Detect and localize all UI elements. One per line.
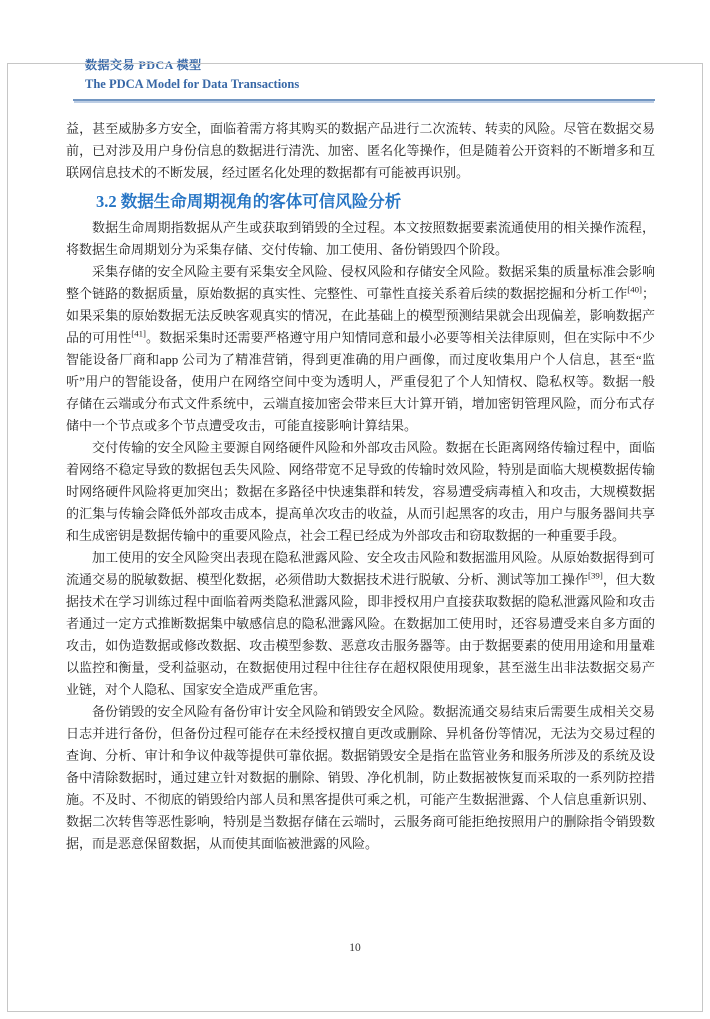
body-paragraph-collection-storage: 采集存储的安全风险主要有采集安全风险、侵权风险和存储安全风险。数据采集的质量标准会影响整个链路的数据质量，原始数据的真实性、完整性、可靠性直接关系着后续的数据挖掘和分析工作[40]；如果采集的原始数据无法反映客观真实的情况，在此基础上的模型预测结果就会出现偏差，影响数据产品的可用性[41]。数据采集时还需要严格遵守用户知情同意和最小必要等相关法律原则，但在实际中不少智能设备厂商和app 公司为了精准营销，得到更准确的用户画像，而过度收集用户个人信息，甚至“监听”用户的智能设备，使用户在网络空间中变为透明人，严重侵犯了个人知情权、隐私权等。数据一般存储在云端或分布式文件系统中，云端直接加密会带来巨大计算开销，增加密钥管理风险，而分布式存储中一个节点或多个节点遭受攻击，可能直接影响计算结果。 <box>66 264 655 433</box>
running-head <box>73 56 655 101</box>
running-head-title-zh: 数据交易 PDCA 模型 <box>85 58 202 72</box>
body-paragraph-lifecycle-overview: 数据生命周期指数据从产生或获取到销毁的全过程。本文按照数据要素流通使用的相关操作流程，将数据生命周期划分为采集存储、交付传输、加工使用、备份销毁四个阶段。 <box>66 220 655 257</box>
document-body <box>66 118 655 855</box>
running-head-title-en: The PDCA Model for Data Transactions <box>85 77 300 91</box>
page-number: 10 <box>349 942 361 954</box>
section-heading: 3.2 数据生命周期视角的客体可信风险分析 <box>96 192 402 211</box>
body-paragraph-backup-destruction: 备份销毁的安全风险有备份审计安全风险和销毁安全风险。数据流通交易结束后需要生成相关交易日志并进行备份，但备份过程可能存在未经授权擅自更改或删除、异机备份等情况，无法为交易过程的查询、分析、审计和争议仲裁等提供可靠依据。数据销毁安全是指在监管业务和服务所涉及的系统及设备中清除数据时，通过建立针对数据的删除、销毁、净化机制，防止数据被恢复而采取的一系列防控措施。不及时、不彻底的销毁给内部人员和黑客提供可乘之机，可能产生数据泄露、个人信息重新识别、数据二次转售等恶性影响，特别是当数据存储在云端时，云服务商可能拒绝按照用户的删除指令销毁数据，而是恶意保留数据，从而使其面临被泄露的风险。 <box>66 704 655 851</box>
body-paragraph-processing-use: 加工使用的安全风险突出表现在隐私泄露风险、安全攻击风险和数据滥用风险。从原始数据得到可流通交易的脱敏数据、模型化数据，必须借助大数据技术进行脱敏、分析、测试等加工操作[39]，但大数据技术在学习训练过程中面临着两类隐私泄露风险，即非授权用户直接获取数据的隐私泄露风险和攻击者通过一定方式推断数据集中敏感信息的隐私泄露风险。在数据加工使用时，还容易遭受来自多方面的攻击，如伪造数据或修改数据、攻击模型参数、恶意攻击服务器等。由于数据要素的使用用途和用量难以监控和衡量，受利益驱动，在数据使用过程中往往存在超权限使用现象，甚至滋生出非法数据交易产业链，对个人隐私、国家安全造成严重危害。 <box>66 550 655 697</box>
body-paragraph-continuation: 益，甚至威胁多方安全，面临着需方将其购买的数据产品进行二次流转、转卖的风险。尽管在数据交易前，已对涉及用户身份信息的数据进行清洗、加密、匿名化等操作，但是随着公开资料的不断增多和互联网信息技术的不断发展，经过匿名化处理的数据都有可能被再识别。 <box>66 121 655 180</box>
body-paragraph-delivery-transmission: 交付传输的安全风险主要源自网络硬件风险和外部攻击风险。数据在长距离网络传输过程中，面临着网络不稳定导致的数据包丢失风险、网络带宽不足导致的传输时效风险，特别是面临大规模数据传输时网络硬件风险将更加突出；数据在多路径中快速集群和转发，容易遭受病毒植入和攻击，大规模数据的汇集与传输会降低外部攻击成本，提高单次攻击的收益，从而引起黑客的攻击，用户与服务器间共享和生成密钥是数据传输中的重要风险点，社会工程已经成为外部攻击和窃取数据的一种重要手段。 <box>66 440 655 543</box>
